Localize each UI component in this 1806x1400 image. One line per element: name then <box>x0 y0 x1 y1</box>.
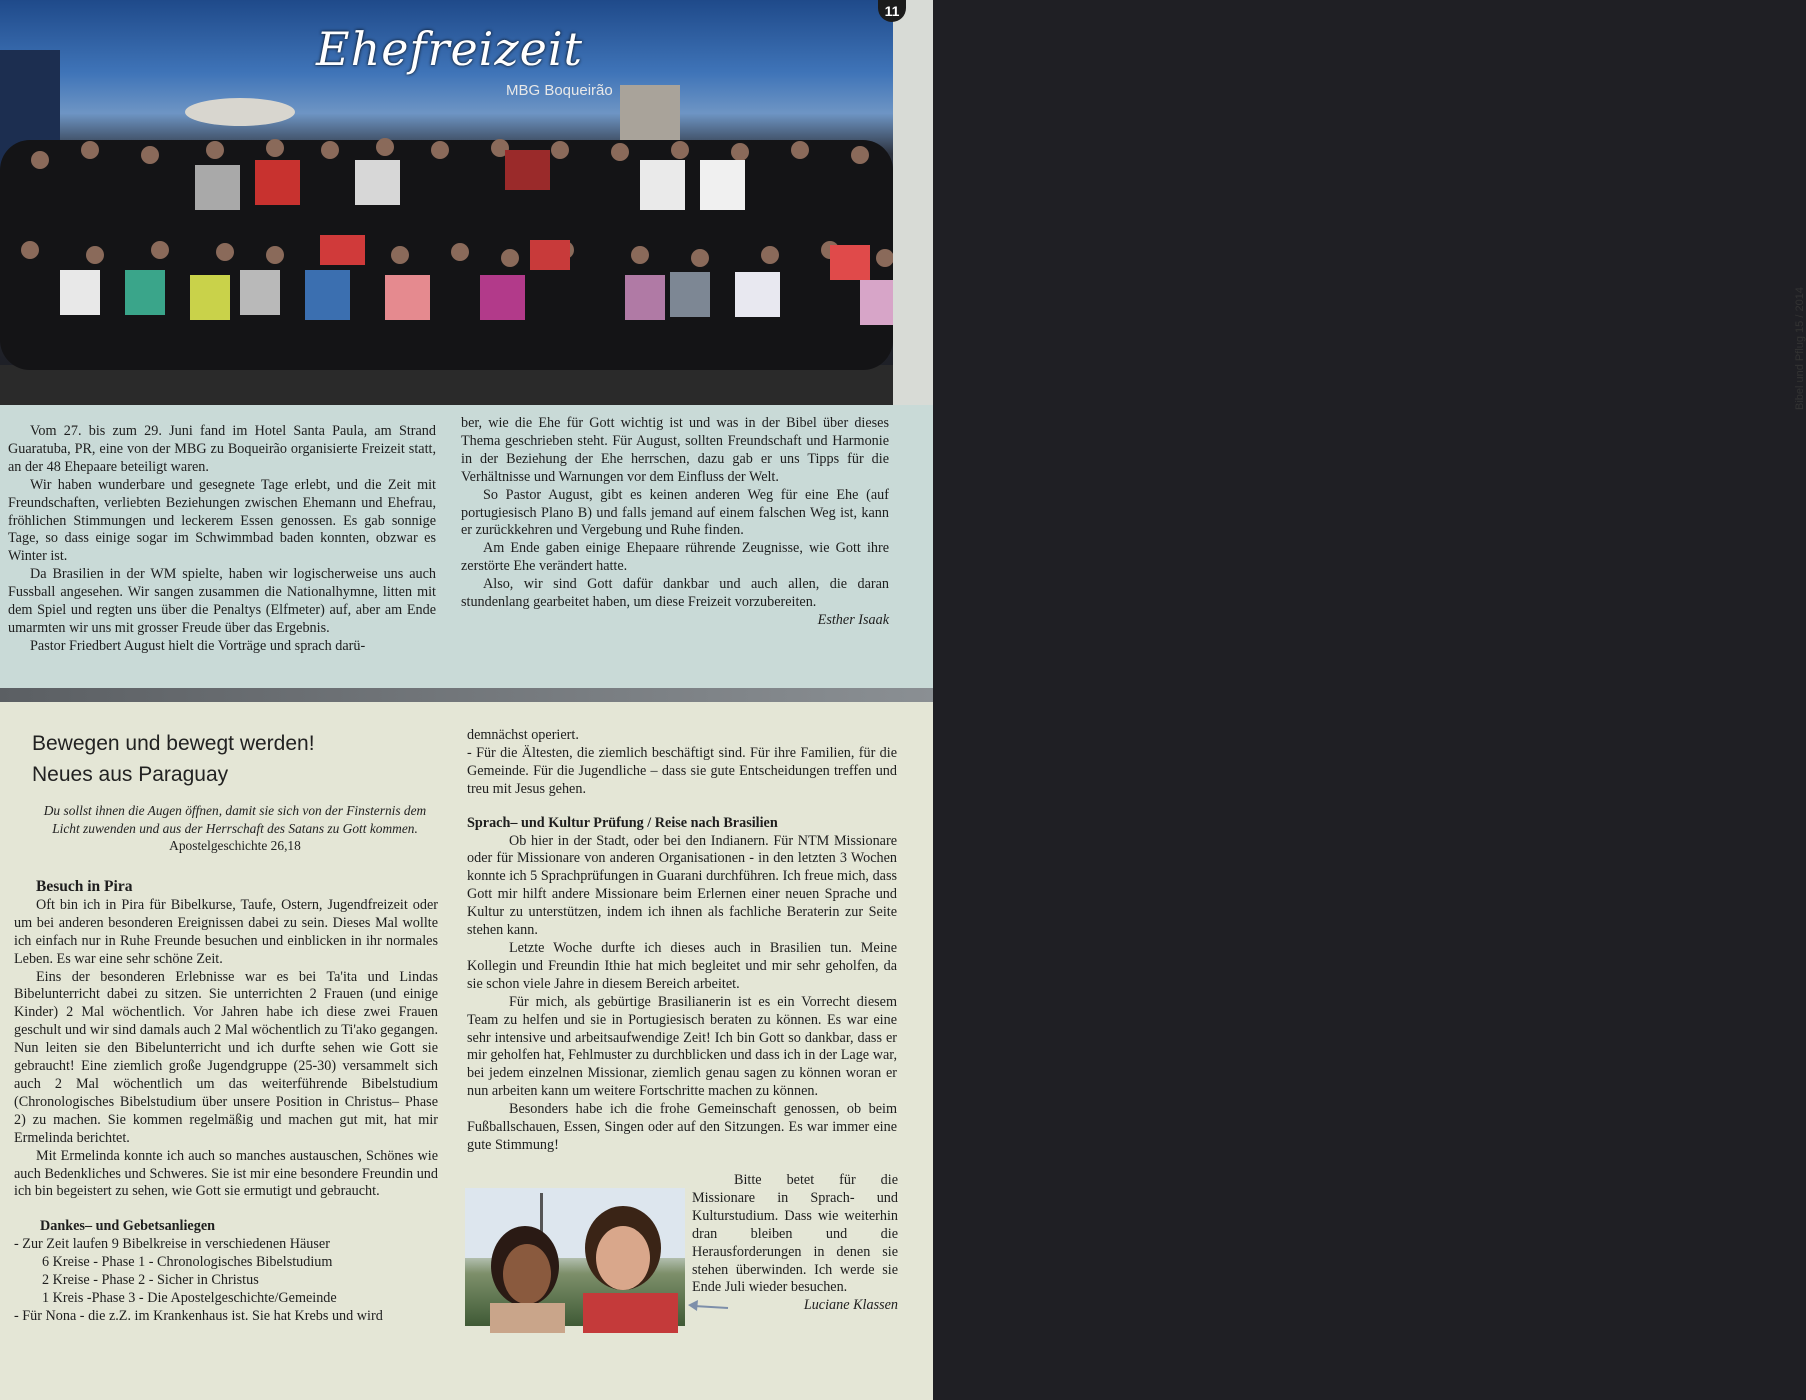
journal-label: Bibel und Pflug 15 / 2014 <box>1794 287 1806 410</box>
prayer-list <box>14 1236 438 1326</box>
paragraph: Für mich, als gebürtige Brasilianerin ist es ein Vorrecht diesem Team zu helfen und sie in Portugiesisch beraten zu können. Es war eine sehr intensive und arbeitsaufwendige Zeit! Ich bin Gott so dankbar, dass er mir geholfen hat, Fehlmuster zu durchblicken und dass ich in der Lage war, bei jedem einzelnen Missionar, ziemlich genau sagen zu können woran er nun arbeiten kann um weitere Fortschritte machen zu können. <box>467 993 897 1100</box>
paragraph: Mit Ermelinda konnte ich auch so manches austauschen, Schönes wie auch Bedenkliches und Schweres. Sie ist mir eine besondere Freundin und ich bin begeistert zu sehen, wie Gott sie ermutigt und gebraucht. <box>14 1147 438 1200</box>
paragraph: demnächst operiert. <box>467 727 579 743</box>
list-item: 1 Kreis -Phase 3 - Die Apostelgeschichte/Gemeinde <box>42 1289 337 1306</box>
closing-note <box>692 1172 898 1315</box>
section-heading-sprache: Sprach– und Kultur Prüfung / Reise nach Brasilien <box>467 814 778 831</box>
list-item: 6 Kreise - Phase 1 - Chronologisches Bibelstudium <box>42 1254 333 1271</box>
paragraph: Pastor Friedbert August hielt die Vorträge und sprach darü- <box>30 637 366 654</box>
article-title: Ehefreizeit <box>316 22 584 76</box>
article2-title <box>32 728 315 790</box>
paragraph: Ob hier in der Stadt, oder bei den Indianern. Für NTM Missionare oder für Missionare von anderen Organisationen - in den letzten 3 Wochen konnte ich 5 Sprachprüfungen in Guarani durchführen. Ich freue mich, dass Gott mir hilft andere Missionare beim Erlernen einer neuen Sprache und Kultur zu unterstützen, indem ich ihnen als fachliche Beraterin zur Seite stehen kann. <box>467 832 897 939</box>
paragraph: Eins der besonderen Erlebnisse war es bei Ta'ita und Lindas Bibelunterricht dabei zu sitzen. Sie unterrichten 2 Frauen (und einige Kinder) 2 Mal wöchentlich. Vor Jahren habe ich diese zwei Frauen geschult und wir sind damals auch 2 Mal wöchentlich zu Ti'ako gegangen. Nun leiten sie den Bibelunterricht und ich durfte sehen wie Gott sie gebraucht! Eine ziemlich große Jugendgruppe (25-30) versammelt sich auch 2 Mal wöchentlich um das weiterführende Bibelstudium (Chronologisches Bibelstudium über unsere Position in Christus– Phase 2) zu machen. Sie kommen regelmäßig und machen gut mit, hat mir Ermelinda berichtet. <box>14 968 438 1146</box>
paragraph: Also, wir sind Gott dafür dankbar und auch allen, die daran stundenlang gearbeitet haben, um diese Freizeit vorzubereiten. <box>461 576 889 611</box>
paragraph: ber, wie die Ehe für Gott wichtig ist und was in der Bibel über dieses Thema geschrieben steht. Für August, sollten Freundschaft und Harmonie in der Beziehung der Ehe herrschen, dazu gab er uns Tipps für die Verhältnisse und Warnungen vor dem Einfluss der Welt. <box>461 415 889 485</box>
paragraph: Wir haben wunderbare und gesegnete Tage erlebt, und die Zeit mit Freundschaften, verliebten Beziehungen zwischen Ehemann und Ehefrau, fröhlichen Stimmungen und leckerem Essen genossen. Es gab sonnige Tage, so dass einige sogar im Schwimmbad baden konnten, obzwar es Winter ist. <box>8 476 436 565</box>
page-number: 11 <box>878 0 906 22</box>
paragraph: So Pastor August, gibt es keinen anderen Weg für eine Ehe (auf portugiesisch Plano B) und falls jemand auf einem falschen Weg ist, kann er zurückkehren und Vergebung und Ruhe finden. <box>461 486 889 539</box>
article-subtitle: MBG Boqueirão <box>506 82 613 99</box>
closing-paragraph: Bitte betet für die Missionare in Sprach- und Kulturstudium. Dass wie weiterhin dran bleiben und die Herausforderungen in denen sie stehen überwinden. Ich werde sie Ende Juli wieder besuchen. <box>692 1172 898 1296</box>
page-margin-strip <box>893 0 1806 410</box>
paragraph: - Für die Ältesten, die ziemlich beschäftigt sind. Für ihre Familien, für die Gemeinde. Für die Jugendliche – dass sie gute Entscheidungen treffen und treu mit Jesus gehen. <box>467 744 897 797</box>
list-item: 2 Kreise - Phase 2 - Sicher in Christus <box>42 1272 259 1289</box>
section-heading-besuch: Besuch in Pira <box>36 878 133 895</box>
article1-column-left <box>8 423 436 656</box>
portrait-photo <box>465 1188 685 1326</box>
article1-column-right <box>461 415 889 630</box>
article2-author: Luciane Klassen <box>803 1297 898 1314</box>
article2-title-line1: Bewegen und bewegt werden! <box>32 732 315 755</box>
paragraph: Letzte Woche durfte ich dieses auch in Brasilien tun. Meine Kollegin und Freundin Ithie hat mich begleitet und mir sehr geholfen, da sie schon viele Jahre in diesem Bereich arbeitet. <box>467 939 897 992</box>
verse-text: Du sollst ihnen die Augen öffnen, damit sie sich von der Finsternis dem Licht zuwenden und aus der Herrschaft des Satans zu Gott kommen. <box>43 803 427 836</box>
paragraph: Da Brasilien in der WM spielte, haben wir logischerweise uns auch Fussball angesehen. Wir sangen zusammen die Nationalhymne, litten mit dem Spiel und regten uns über die Penaltys (Elfmeter) auf, aber am Ende umarmten wir uns mit grosser Freude über das Ergebnis. <box>8 566 436 636</box>
paragraph: Vom 27. bis zum 29. Juni fand im Hotel Santa Paula, am Strand Guaratuba, PR, eine von der MBG zu Boqueirão organisierte Freizeit statt, an der 48 Ehepaare beteiligt waren. <box>8 423 436 475</box>
bible-verse <box>40 802 430 855</box>
section-heading-gebet: Dankes– und Gebetsanliegen <box>40 1218 216 1235</box>
paragraph: Am Ende gaben einige Ehepaare rührende Zeugnisse, wie Gott ihre zerstörte Ehe verändert hatte. <box>461 540 889 575</box>
article2-title-line2: Neues aus Paraguay <box>32 763 229 786</box>
list-item: - Für Nona - die z.Z. im Krankenhaus ist. Sie hat Krebs und wird <box>14 1307 383 1324</box>
paragraph: Besonders habe ich die frohe Gemeinschaft genossen, ob beim Fußballschauen, Essen, Singen oder auf den Sitzungen. Es war immer eine gute Stimmung! <box>467 1101 897 1153</box>
section-divider <box>0 688 933 702</box>
article1-author: Esther Isaak <box>817 611 889 628</box>
list-item: - Zur Zeit laufen 9 Bibelkreise in verschiedenen Häuser <box>14 1236 330 1253</box>
article2-column-left <box>14 878 438 1326</box>
article2-column-right <box>467 727 897 1155</box>
verse-reference: Apostelgeschichte 26,18 <box>169 838 301 853</box>
portrait-photo-people <box>465 1188 685 1326</box>
paragraph: Oft bin ich in Pira für Bibelkurse, Taufe, Ostern, Jugendfreizeit oder um bei anderen besonderen Ereignissen dabei zu sein. Dieses Mal wollte ich einfach nur in Ruhe Freunde besuchen und einblicken in ihr normales Leben. Es war eine sehr schöne Zeit. <box>14 896 438 967</box>
group-photo <box>0 0 893 405</box>
